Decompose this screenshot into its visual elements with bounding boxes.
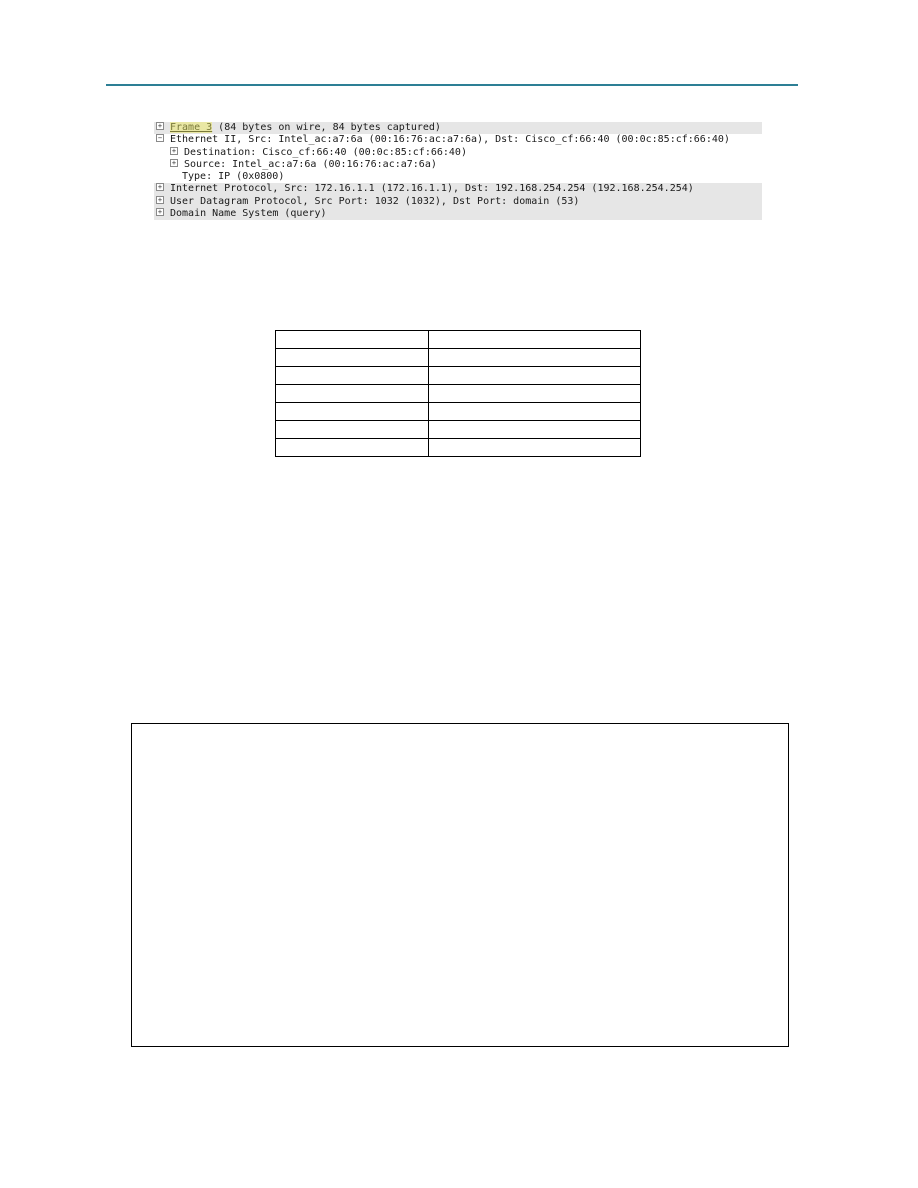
tree-row-udp[interactable] <box>154 196 762 208</box>
header-rule <box>106 84 798 86</box>
table-cell[interactable] <box>429 367 641 385</box>
answer-box[interactable] <box>131 723 789 1047</box>
table-cell[interactable] <box>429 439 641 457</box>
tree-row-text: Domain Name System (query) <box>170 208 327 220</box>
table-cell[interactable] <box>276 421 429 439</box>
table-row <box>276 367 641 385</box>
expand-plus-icon[interactable]: + <box>171 146 177 155</box>
tree-row-dns[interactable] <box>154 208 762 220</box>
packet-details-tree <box>154 122 762 220</box>
table-row <box>276 403 641 421</box>
expand-plus-icon[interactable]: + <box>157 183 163 192</box>
table-cell[interactable] <box>276 403 429 421</box>
tree-row-text: Destination: Cisco_cf:66:40 (00:0c:85:cf:66:40) <box>184 146 467 158</box>
table-cell[interactable] <box>429 331 641 349</box>
tree-row-type[interactable] <box>154 171 762 183</box>
tree-row-text: Source: Intel_ac:a7:6a (00:16:76:ac:a7:6a) <box>184 158 437 170</box>
table-cell[interactable] <box>429 349 641 367</box>
table-cell[interactable] <box>276 331 429 349</box>
tree-row-ethernet[interactable] <box>154 134 762 146</box>
frame-link[interactable]: Frame 3 <box>170 122 213 133</box>
tree-row-text: Type: IP (0x0800) <box>182 171 285 183</box>
tree-row-frame[interactable] <box>154 122 762 134</box>
blank-answer-table <box>275 330 641 457</box>
table-row <box>276 421 641 439</box>
table-row <box>276 385 641 403</box>
table-row <box>276 331 641 349</box>
table-cell[interactable] <box>276 349 429 367</box>
expand-plus-icon[interactable]: + <box>157 195 163 204</box>
tree-row-text: Internet Protocol, Src: 172.16.1.1 (172.16.1.1), Dst: 192.168.254.254 (192.168.254.254) <box>170 183 694 195</box>
expand-plus-icon[interactable]: + <box>157 208 163 217</box>
tree-row-text: Ethernet II, Src: Intel_ac:a7:6a (00:16:76:ac:a7:6a), Dst: Cisco_cf:66:40 (00:0c:85:cf:66:40) <box>170 134 730 146</box>
tree-row-source[interactable] <box>154 159 762 171</box>
tree-row-ip[interactable] <box>154 183 762 195</box>
collapse-minus-icon[interactable]: − <box>157 134 163 143</box>
expand-plus-icon[interactable]: + <box>157 122 163 130</box>
table-cell[interactable] <box>276 367 429 385</box>
table-cell[interactable] <box>429 421 641 439</box>
table-cell[interactable] <box>429 385 641 403</box>
tree-row-destination[interactable] <box>154 147 762 159</box>
table-cell[interactable] <box>429 403 641 421</box>
table-row <box>276 439 641 457</box>
tree-row-text: (84 bytes on wire, 84 bytes captured) <box>212 122 441 133</box>
expand-plus-icon[interactable]: + <box>171 158 177 167</box>
table-cell[interactable] <box>276 385 429 403</box>
table-cell[interactable] <box>276 439 429 457</box>
tree-row-text: User Datagram Protocol, Src Port: 1032 (1032), Dst Port: domain (53) <box>170 195 580 207</box>
table-row <box>276 349 641 367</box>
